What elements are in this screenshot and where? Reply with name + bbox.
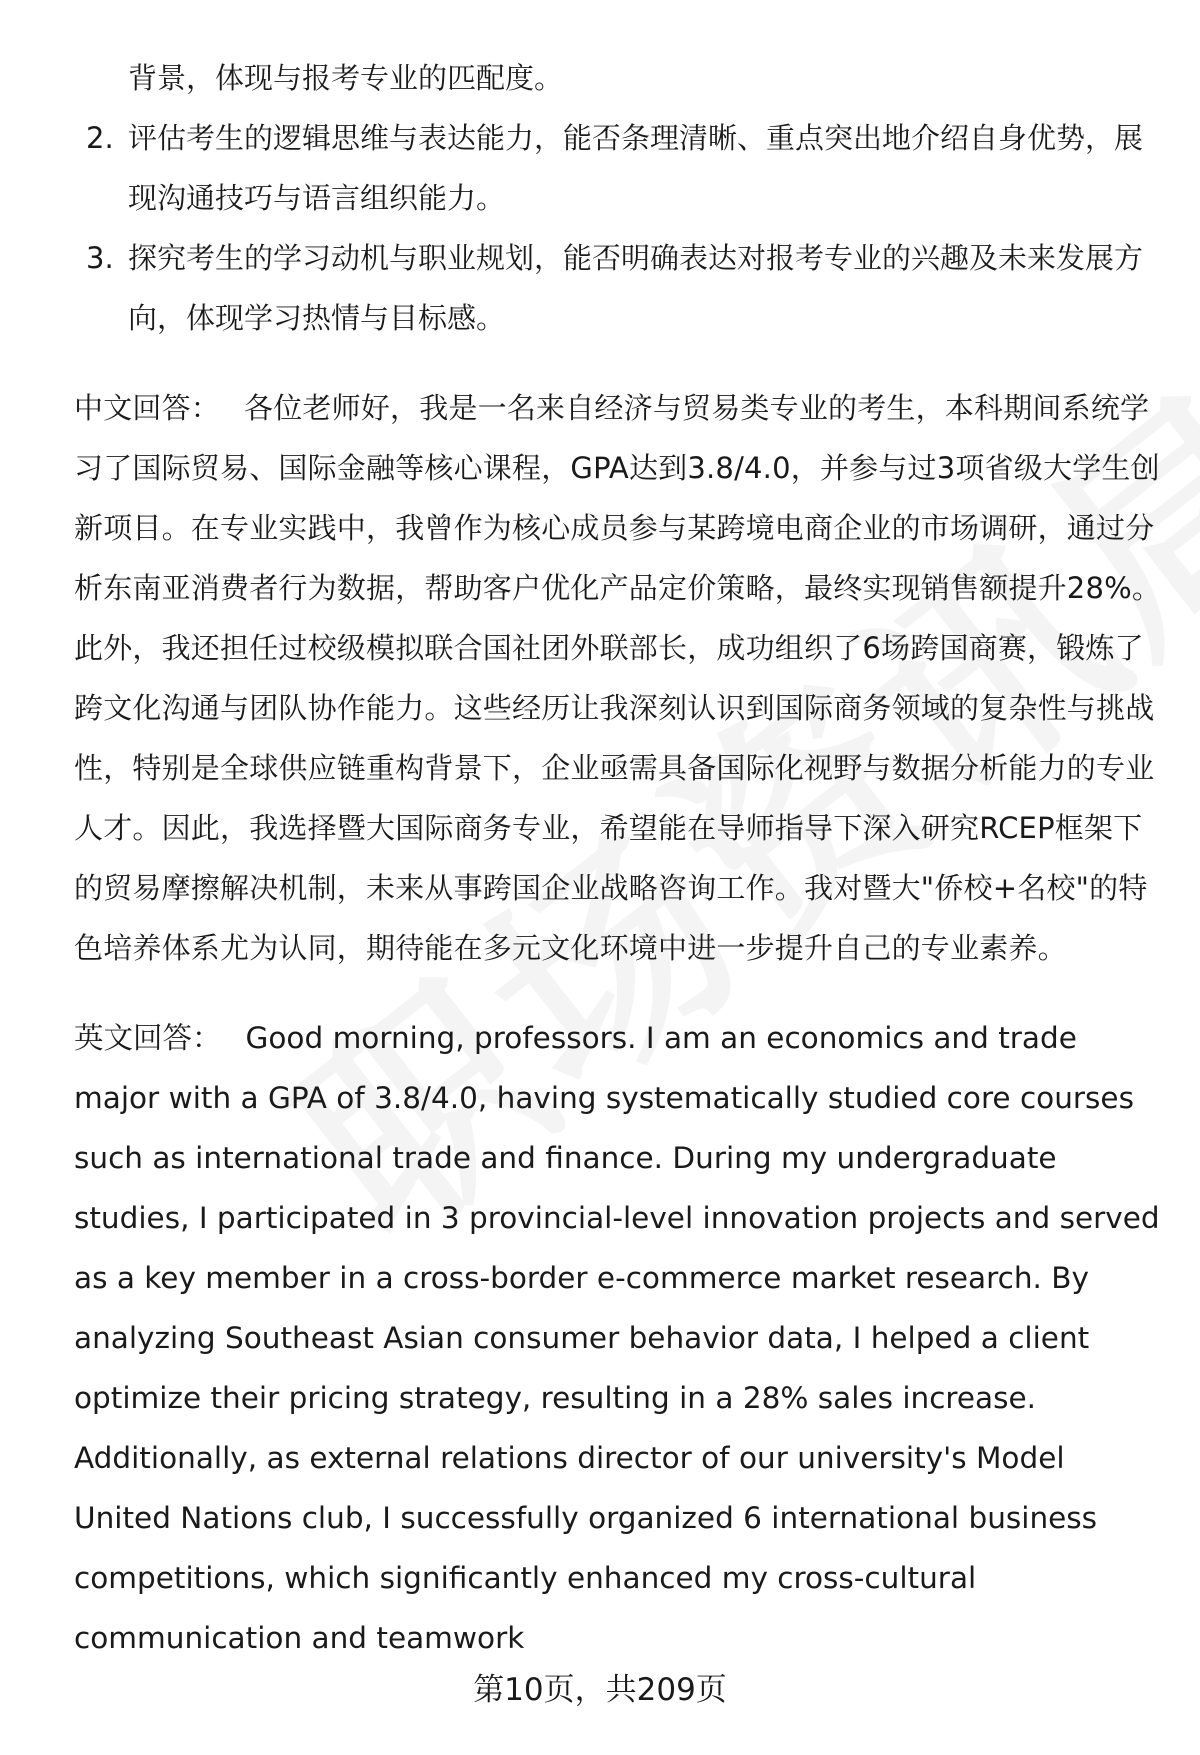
chinese-answer-label: 中文回答：: [74, 391, 221, 425]
list-item: [74, 108, 1164, 228]
list-item-text: 探究考生的学习动机与职业规划，能否明确表达对报考专业的兴趣及未来发展方向，体现学习热情与目标感。: [128, 241, 1144, 335]
list-item-text: 评估考生的逻辑思维与表达能力，能否条理清晰、重点突出地介绍自身优势，展现沟通技巧与语言组织能力。: [128, 121, 1144, 215]
list-item-number: 3.: [86, 241, 114, 275]
continued-list-text: 背景，体现与报考专业的匹配度。: [128, 61, 564, 95]
english-answer-label: 英文回答：: [74, 1021, 222, 1055]
assessment-goals-list: [74, 108, 1164, 348]
list-item: [74, 228, 1164, 348]
english-answer-text: Good morning, professors. I am an economics and trade major with a GPA of 3.8/4.0, having systematically studied core courses such as international trade and finance. During my undergraduate studies, I participated in 3 provincial-level innovation projects and served as a key member in a cross-border e-commerce market research. By analyzing Southeast Asian consumer behavior data, I helped a client optimize their pricing strategy, resulting in a 28% sales increase. Additionally, as external relations director of our university's Model United Nations club, I successfully organized 6 international business competitions, which significantly enhanced my cross-cultural communication and teamwork: [74, 1021, 1160, 1655]
chinese-answer-paragraph: [74, 378, 1164, 978]
page-number: 第10页，共209页: [473, 1672, 727, 1708]
english-answer-paragraph: [74, 1008, 1164, 1668]
chinese-answer-text: 各位老师好，我是一名来自经济与贸易类专业的考生，本科期间系统学习了国际贸易、国际金融等核心课程，GPA达到3.8/4.0，并参与过3项省级大学生创新项目。在专业实践中，我曾作为核心成员参与某跨境电商企业的市场调研，通过分析东南亚消费者行为数据，帮助客户优化产品定价策略，最终实现销售额提升28%。此外，我还担任过校级模拟联合国社团外联部长，成功组织了6场跨国商赛，锻炼了跨文化沟通与团队协作能力。这些经历让我深刻认识到国际商务领域的复杂性与挑战性，特别是全球供应链重构背景下，企业亟需具备国际化视野与数据分析能力的专业人才。因此，我选择暨大国际商务专业，希望能在导师指导下深入研究RCEP框架下的贸易摩擦解决机制，未来从事跨国企业战略咨询工作。我对暨大"侨校+名校"的特色培养体系尤为认同，期待能在多元文化环境中进一步提升自己的专业素养。: [74, 391, 1162, 965]
page-content: [74, 48, 1164, 1668]
list-item-number: 2.: [86, 121, 114, 155]
